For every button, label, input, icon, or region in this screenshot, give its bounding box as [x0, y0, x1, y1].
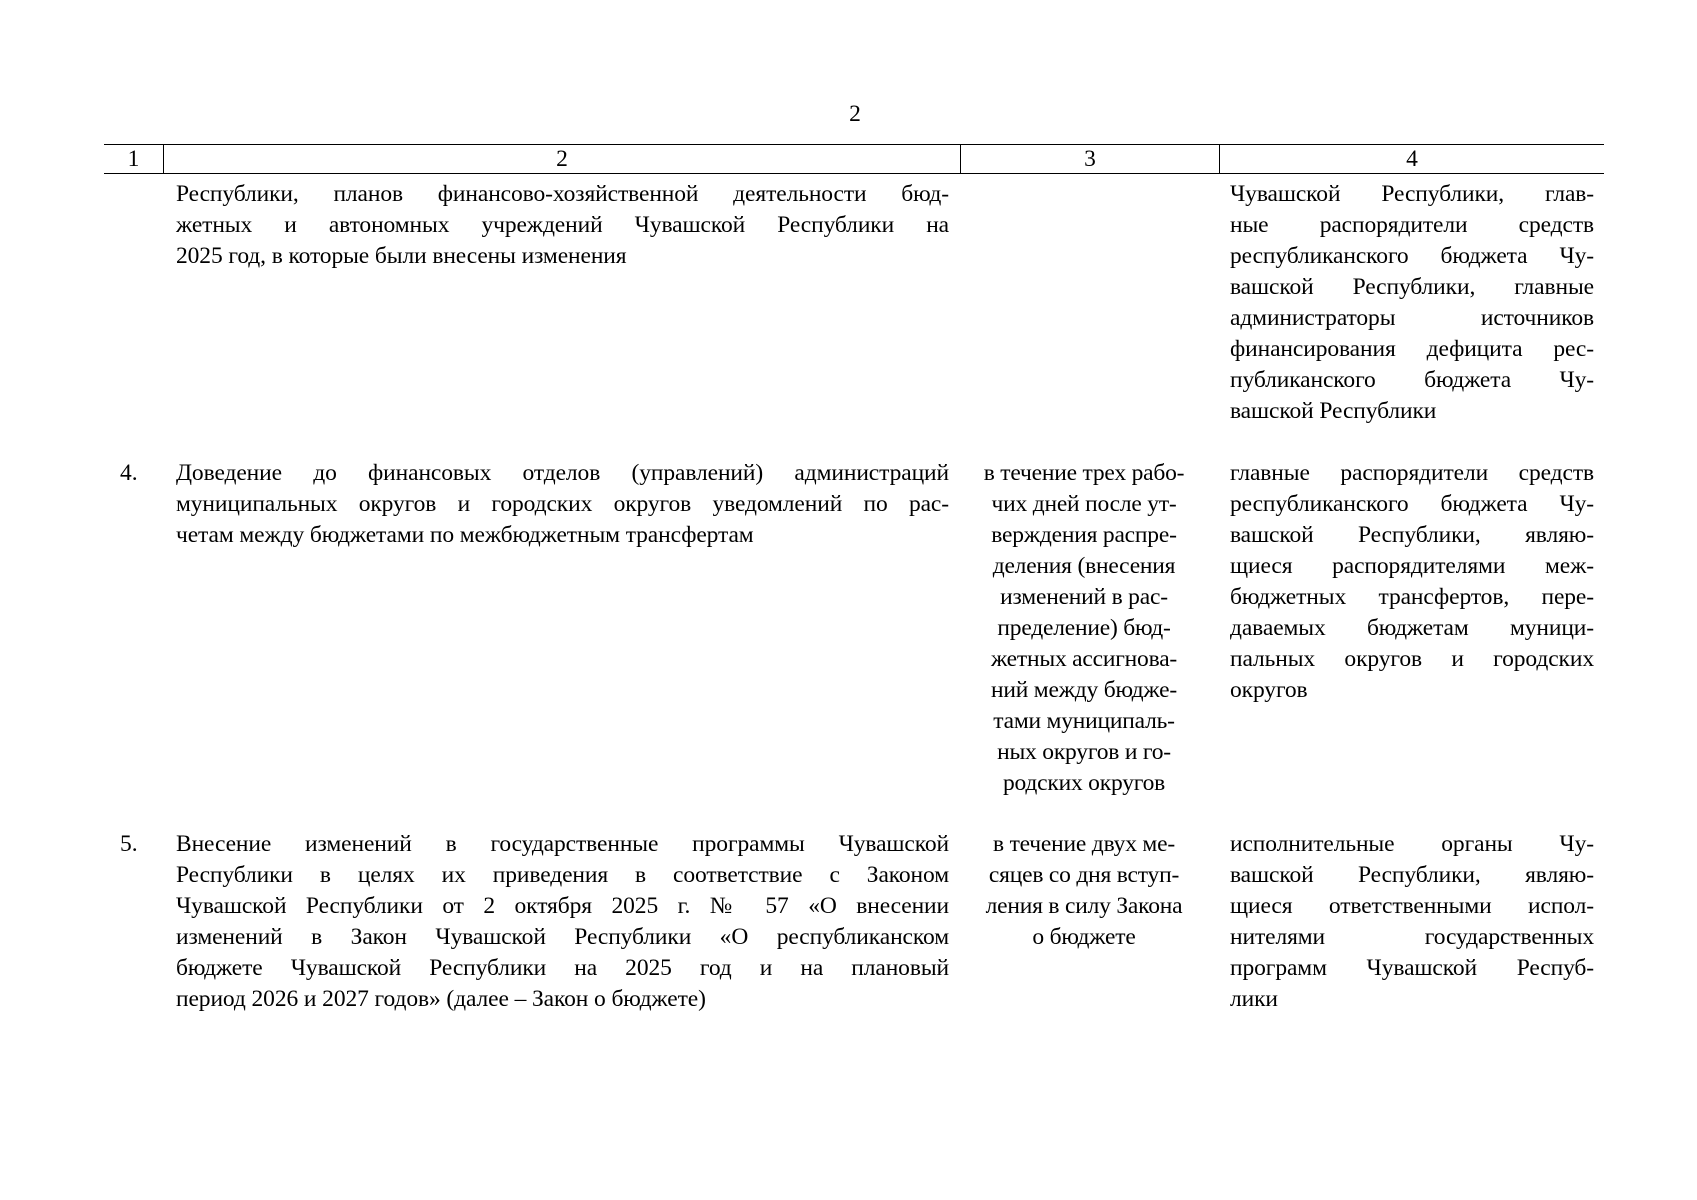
text-line: Доведение до финансовых отделов (управлений) администраций	[176, 460, 949, 486]
text-line: щиеся ответственными испол-	[1230, 893, 1594, 919]
text-line: четам между бюджетами по межбюджетным трансфертам	[176, 522, 754, 548]
table-header	[104, 144, 1604, 174]
text-line: исполнительные органы Чу-	[1230, 831, 1594, 857]
text-line: программ Чувашской Респуб-	[1230, 955, 1594, 981]
text-line: бюджете Чувашской Республики на 2025 год и на плановый	[176, 955, 949, 981]
table-row-responsible	[1230, 458, 1594, 706]
header-col-4: 4	[1219, 145, 1604, 173]
text-line: округов	[1230, 677, 1308, 703]
text-line: лики	[1230, 986, 1278, 1012]
text-line: изменений в Закон Чувашской Республики «О республиканском	[176, 924, 949, 950]
text-line: республиканского бюджета Чу-	[1230, 491, 1594, 517]
header-col-3: 3	[960, 145, 1219, 173]
text-line: муниципальных округов и городских округов уведомлений по рас-	[176, 491, 949, 517]
text-line: Чувашской Республики, глав-	[1230, 181, 1594, 207]
table-row-description	[176, 179, 949, 272]
table-row-description	[176, 829, 949, 1015]
text-line: верждения распре-	[991, 522, 1177, 548]
text-line: администраторы источников	[1230, 305, 1594, 331]
header-col-2: 2	[163, 145, 960, 173]
text-line: деления (внесения	[992, 553, 1176, 579]
text-line: нителями государственных	[1230, 924, 1594, 950]
text-line: щиеся распорядителями меж-	[1230, 553, 1594, 579]
text-line: о бюджете	[1032, 924, 1136, 950]
text-line: пределение) бюд-	[997, 615, 1171, 641]
text-line: Республики, планов финансово-хозяйственной деятельности бюд-	[176, 181, 949, 207]
header-col-1: 1	[127, 146, 140, 172]
text-line: вашской Республики	[1230, 398, 1437, 424]
text-line: жетных и автономных учреждений Чувашской Республики на	[176, 212, 949, 238]
text-line: республиканского бюджета Чу-	[1230, 243, 1594, 269]
text-line: даваемых бюджетам муници-	[1230, 615, 1594, 641]
text-line: вашской Республики, являю-	[1230, 862, 1594, 888]
text-line: жетных ассигнова-	[990, 646, 1178, 672]
row-number: 5.	[120, 831, 138, 857]
text-line: чих дней после ут-	[991, 491, 1177, 517]
text-line: в течение трех рабо-	[983, 460, 1185, 486]
text-line: Республики в целях их приведения в соответствие с Законом	[176, 862, 949, 888]
text-line: период 2026 и 2027 годов» (далее – Закон о бюджете)	[176, 986, 706, 1012]
text-line: в течение двух ме-	[993, 831, 1175, 857]
text-line: тами муниципаль-	[993, 708, 1175, 734]
text-line: публиканского бюджета Чу-	[1230, 367, 1594, 393]
table-row-term	[964, 829, 1204, 953]
table-row-term	[964, 458, 1204, 799]
row-number: 4.	[120, 460, 138, 486]
text-line: финансирования дефицита рес-	[1230, 336, 1594, 362]
text-line: ные распорядители средств	[1230, 212, 1594, 238]
text-line: Чувашской Республики от 2 октября 2025 г. № 57 «О внесении	[176, 893, 949, 919]
text-line: сяцев со дня вступ-	[988, 862, 1180, 888]
text-line: вашской Республики, главные	[1230, 274, 1594, 300]
text-line: главные распорядители средств	[1230, 460, 1594, 486]
text-line: 2025 год, в которые были внесены изменения	[176, 243, 627, 269]
text-line: пальных округов и городских	[1230, 646, 1594, 672]
text-line: вашской Республики, являю-	[1230, 522, 1594, 548]
text-line: ных округов и го-	[997, 739, 1171, 765]
text-line: ления в силу Закона	[985, 893, 1183, 919]
text-line: ний между бюдже-	[991, 677, 1177, 703]
page-number: 2	[849, 101, 861, 127]
text-line: Внесение изменений в государственные программы Чувашской	[176, 831, 949, 857]
text-line: бюджетных трансфертов, пере-	[1230, 584, 1594, 610]
text-line: изменений в рас-	[1000, 584, 1168, 610]
table-row-responsible	[1230, 179, 1594, 427]
table-row-description	[176, 458, 949, 551]
text-line: родских округов	[1002, 770, 1166, 796]
table-row-responsible	[1230, 829, 1594, 1015]
